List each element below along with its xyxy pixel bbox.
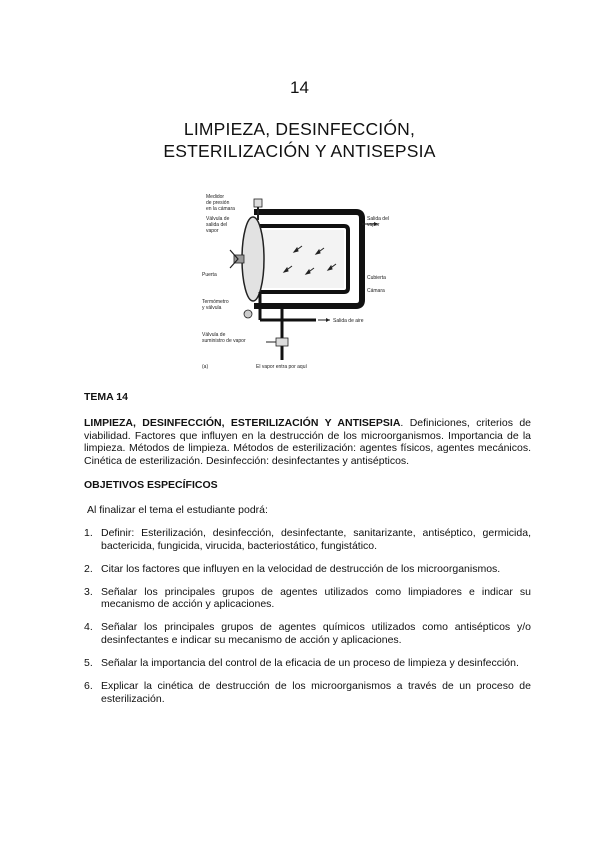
label-jacket: Cubierta — [367, 275, 386, 281]
objective-text: Señalar los principales grupos de agentes químicos utilizados como antisépticos y/o desinfectantes e indicar su mecanismo de acción y aplicaciones. — [101, 621, 531, 647]
label-steam-valve-2: salida del — [206, 222, 228, 228]
label-pressure-meter-3: en la cámara — [206, 206, 235, 212]
chapter-title — [0, 118, 599, 162]
label-door: Puerta — [202, 272, 217, 278]
objective-number: 5. — [84, 657, 93, 670]
objective-item — [84, 563, 531, 576]
objectives-intro: Al finalizar el tema el estudiante podrá: — [87, 504, 268, 516]
chapter-title-line-2: ESTERILIZACIÓN Y ANTISEPSIA — [163, 141, 436, 161]
label-thermometer-1: Termómetro — [202, 299, 229, 305]
thermometer — [244, 310, 252, 318]
objective-text: Señalar la importancia del control de la eficacia de un proceso de limpieza y desinfección. — [101, 657, 519, 670]
topic-body: . Definiciones, criterios de viabilidad. Factores que influyen en la destrucción de los microorganismos. Importancia de la limpieza. Métodos de limpieza. Métodos de esterilización: agentes físicos, agentes mecánicos. Cinética de esterilización. Desinfección: desinfectantes y antisépticos. — [84, 417, 532, 467]
objective-item — [84, 680, 531, 705]
label-steam-inlet: El vapor entra por aquí — [256, 364, 307, 370]
objective-text: Citar los factores que influyen en la velocidad de destrucción de los microorganismos. — [101, 562, 501, 575]
label-supply-valve-1: Válvula de — [202, 332, 226, 338]
label-steam-valve-3: vapor — [206, 228, 219, 234]
label-thermometer-2: y válvula — [202, 305, 222, 311]
objectives-list — [84, 527, 531, 716]
door — [242, 217, 264, 301]
objective-text: Explicar la cinética de destrucción de los microorganismos a través de un proceso de esterilización. — [101, 680, 531, 705]
label-pressure-meter-1: Medidor — [206, 194, 225, 200]
label-supply-valve-2: suministro de vapor — [202, 338, 246, 344]
objective-text: Señalar los principales grupos de agentes utilizados como limpiadores e indicar su mecanismo de acción y aplicaciones. — [101, 585, 531, 611]
supply-valve — [276, 338, 288, 346]
objective-item — [84, 527, 531, 552]
objective-number: 1. — [84, 527, 93, 539]
autoclave-diagram — [196, 190, 410, 373]
objective-number: 6. — [84, 680, 93, 693]
objective-item — [84, 586, 531, 611]
label-steam-outlet-1: Salida del — [367, 216, 389, 222]
objective-item — [84, 657, 531, 670]
label-air-outlet: Salida de aire — [333, 318, 364, 324]
objective-item — [84, 621, 531, 646]
chapter-title-line-1: LIMPIEZA, DESINFECCIÓN, — [183, 119, 416, 139]
label-chamber: Cámara — [367, 288, 385, 294]
topic-description — [84, 417, 531, 467]
label-steam-valve-1: Válvula de — [206, 216, 230, 222]
label-pressure-meter-2: de presión — [206, 200, 230, 206]
autoclave-illustration — [196, 190, 410, 373]
pressure-gauge — [254, 199, 262, 207]
objective-number: 4. — [84, 621, 93, 634]
label-steam-outlet-2: vapor — [367, 222, 380, 228]
topic-heading: TEMA 14 — [84, 391, 128, 403]
chapter-number: 14 — [290, 78, 309, 97]
objective-number: 3. — [84, 585, 93, 598]
topic-title: LIMPIEZA, DESINFECCIÓN, ESTERILIZACIÓN Y ANTISEPSIA — [84, 417, 401, 429]
objective-text: Definir: Esterilización, desinfección, desinfectante, sanitarizante, antiséptico, germicida, bactericida, fungicida, virucida, bacteriostático, fungistático. — [101, 527, 531, 552]
objective-number: 2. — [84, 562, 93, 575]
chamber-interior — [256, 230, 344, 288]
label-panel-tag: (a) — [202, 364, 209, 370]
objectives-heading: OBJETIVOS ESPECÍFICOS — [84, 479, 218, 491]
